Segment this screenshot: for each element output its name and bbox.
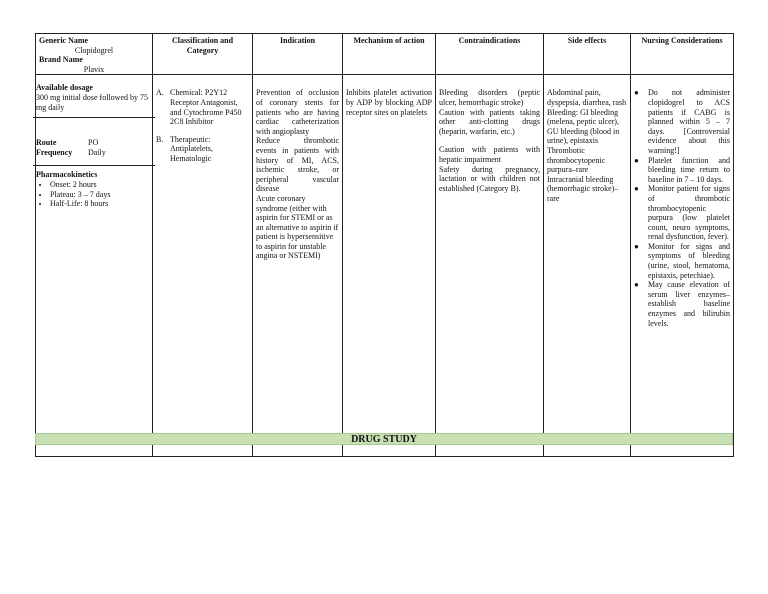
drug-info-cell (36, 75, 153, 457)
brand-name-value: Plavix (83, 64, 105, 74)
list-item (634, 88, 730, 155)
list-item (634, 242, 730, 280)
side-effects-cell (544, 75, 631, 457)
dosage-section (33, 75, 155, 118)
header-side-effects: Side effects (544, 34, 631, 75)
list-item (634, 184, 730, 242)
contraindications-cell (436, 75, 544, 457)
bullet-icon: ● (634, 280, 639, 290)
frequency-label: Frequency (36, 147, 73, 157)
side-effect-item: Thrombotic thrombocytopenic purpura–rare (547, 145, 606, 175)
contraindication-item: Bleeding disorders (peptic ulcer, hemorrhagic stroke) (439, 88, 540, 107)
list-item (156, 135, 249, 164)
header-nursing: Nursing Considerations (631, 34, 734, 75)
header-row (36, 34, 734, 75)
bullet-icon: ● (634, 241, 639, 251)
indication-item: Reduce thrombotic events in patients with history of MI, ACS, ischemic stroke, or peripheral vascular disease (256, 136, 339, 194)
footer-title-bar: DRUG STUDY (35, 433, 733, 445)
contraindication-item: Safety during pregnancy, lactation or with children not established (Category B). (439, 164, 540, 193)
indication-item: Acute coronary syndrome (either with aspirin for STEMI or as an alternative to aspirin if patient is hypersensitive to aspirin for unstable angina or NSTEMI) (256, 193, 339, 261)
indication-item: Prevention of occlusion of coronary stents for patients who are having cardiac catheterization with angioplasty (256, 88, 339, 136)
bullet-icon: ● (634, 88, 639, 98)
pharmacokinetics-label: Pharmacokinetics (36, 170, 98, 180)
route-label: Route (36, 138, 57, 148)
header-indication: Indication (253, 34, 343, 75)
header-mechanism: Mechanism of action (343, 34, 436, 75)
frequency-value: Daily (88, 147, 106, 157)
list-item (634, 280, 730, 328)
nursing-cell (631, 75, 734, 457)
list-item: • Plateau: 3 – 7 days (50, 190, 152, 200)
route-section (33, 118, 155, 166)
list-item (634, 156, 730, 185)
contraindication-item: Caution with patients taking other anti-clotting drugs (heparin, warfarin, etc.) (439, 107, 540, 136)
generic-name-value: Clopidogrel (74, 45, 114, 55)
mechanism-text: Inhibits platelet activation by ADP by blocking ADP receptor sites on platelets (346, 88, 432, 117)
mechanism-cell (343, 75, 436, 457)
side-effect-item: Bleeding: GI bleeding (melena, peptic ulcer), GU bleeding (blood in urine), epistaxis (547, 107, 620, 146)
dosage-value: 300 mg initial dose followed by 75 mg daily (36, 92, 148, 112)
list-item: • Onset: 2 hours (50, 180, 152, 190)
header-classification: Classification and Category (153, 34, 253, 75)
list-text: Therapeutic: Antiplatelets, Hematologic (170, 134, 213, 163)
list-text: Chemical: P2Y12 Receptor Antagonist, and Cytochrome P450 2C8 Inhibitor (170, 88, 242, 127)
list-marker: B. (156, 134, 164, 144)
classification-cell (153, 75, 253, 457)
indication-cell (253, 75, 343, 457)
list-text: May cause elevation of serum liver enzymes–establish baseline enzymes and bilirubin levels. (648, 280, 730, 328)
content-row (36, 75, 734, 457)
pharmacokinetics-list (36, 180, 152, 209)
contraindication-item: Caution with patients with hepatic impairment (439, 145, 540, 164)
header-contraindications: Contraindications (436, 34, 544, 75)
route-value: PO (88, 138, 99, 148)
list-text: Monitor for signs and symptoms of bleeding (urine, stool, hematoma, epistaxis, petechiae). (648, 241, 730, 280)
drug-info-cell-header (36, 34, 153, 75)
list-item (156, 88, 249, 126)
list-text: Platelet function and bleeding time return to baseline in 7 – 10 days. (648, 155, 730, 184)
side-effect-item: Intracranial bleeding (hemorrhagic stroke)–rare (547, 174, 619, 203)
dosage-label: Available dosage (36, 83, 93, 93)
list-marker: A. (156, 88, 164, 98)
drug-study-table (35, 33, 734, 457)
generic-name-label: Generic Name (39, 36, 89, 45)
side-effect-item: Abdominal pain, dyspepsia, diarrhea, rash (547, 88, 627, 107)
pharmacokinetics-section (33, 166, 155, 213)
list-text: Do not administer clopidogrel to ACS patients if CABG is planned within 5 – 7 days. [Controversial evidence about this warning!] (648, 88, 730, 155)
bullet-icon: ● (634, 155, 639, 165)
brand-name-label: Brand Name (39, 55, 83, 65)
bullet-icon: ● (634, 184, 639, 194)
list-text: Monitor patient for signs of thrombotic thrombocytopenic purpura (low platelet count, neuro symptoms, renal dysfunction, fever). (648, 184, 730, 242)
drug-study-sheet (35, 33, 733, 457)
list-item: • Half-Life: 8 hours (50, 199, 152, 209)
